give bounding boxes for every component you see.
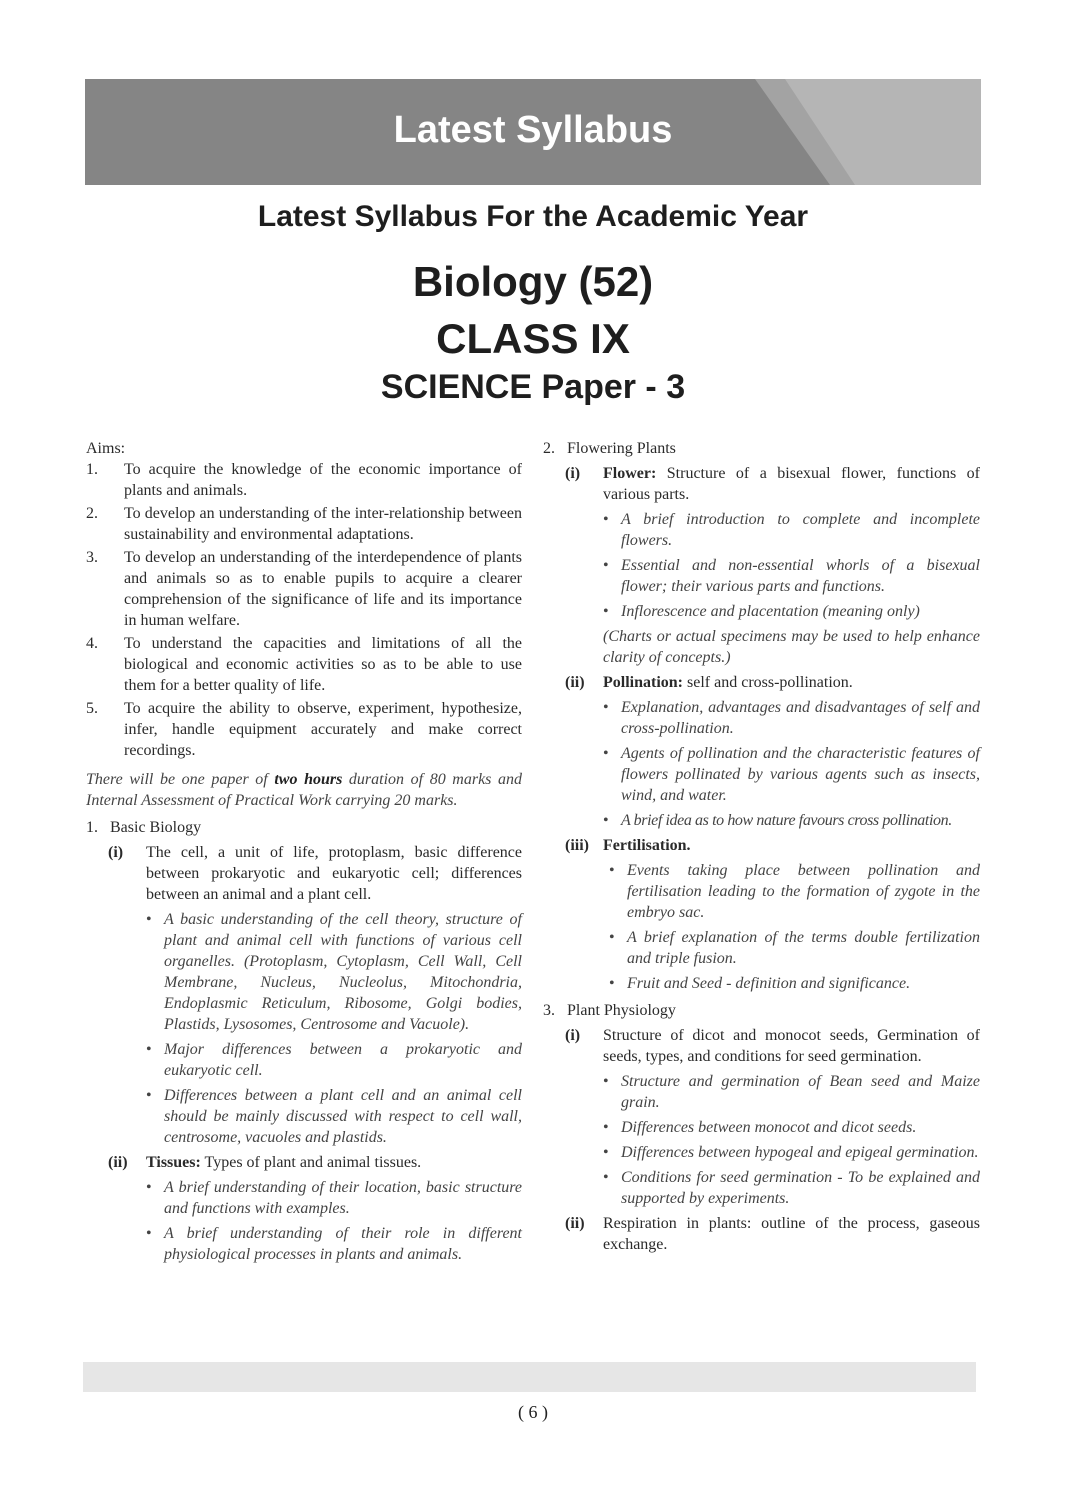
aim-item <box>86 698 522 761</box>
bullet-text: Explanation, advantages and disadvantages of self and cross-pollination. <box>621 699 980 737</box>
bullet-icon: • <box>146 911 152 928</box>
exam-note-before: There will be one paper of <box>86 771 275 788</box>
subsection <box>565 672 980 693</box>
section-title: Plant Physiology <box>567 1002 676 1019</box>
bullet-list <box>108 1177 522 1265</box>
section-title: Basic Biology <box>110 819 202 836</box>
aim-text: To understand the capacities and limitations of all the biological and economic activities so as to be able to use them for a better quality of life. <box>124 635 522 694</box>
aim-text: To develop an understanding of the interdependence of plants and animals so as to enable pupils to acquire a clearer comprehension of the significance of life and its importance in human welfare. <box>124 549 522 629</box>
aim-item <box>86 459 522 501</box>
aim-item <box>86 503 522 545</box>
list-item <box>146 1085 522 1148</box>
aim-item <box>86 547 522 631</box>
list-item <box>603 1167 980 1209</box>
aim-text: To acquire the knowledge of the economic importance of plants and animals. <box>124 461 522 499</box>
bullet-text: Structure and germination of Bean seed and Maize grain. <box>621 1073 980 1111</box>
list-item <box>603 601 980 622</box>
list-item <box>146 1177 522 1219</box>
academic-year-heading: Latest Syllabus For the Academic Year <box>257 200 809 233</box>
subsection <box>108 842 522 905</box>
bullet-icon: • <box>603 511 609 528</box>
subsection-text: Respiration in plants: outline of the process, gaseous exchange. <box>603 1215 980 1253</box>
bullet-text: A brief understanding of their location, basic structure and functions with examples. <box>164 1179 522 1217</box>
list-item <box>146 909 522 1035</box>
bullet-text: Agents of pollination and the characteristic features of flowers pollinated by various agents such as insects, wind, and water. <box>621 745 980 804</box>
bullet-text: Fruit and Seed - definition and significance. <box>627 975 911 992</box>
aim-number: 2. <box>86 505 98 522</box>
section-number: 2. <box>543 440 555 457</box>
section-heading <box>86 817 522 838</box>
list-item <box>603 509 980 551</box>
bullet-icon: • <box>603 1073 609 1090</box>
bullet-text: Differences between monocot and dicot seeds. <box>621 1119 917 1136</box>
bullet-icon: • <box>146 1087 152 1104</box>
paper-title: SCIENCE Paper - 3 <box>380 368 686 406</box>
aim-number: 5. <box>86 700 98 717</box>
bullet-text: Events taking place between pollination and fertilisation leading to the formation of zygote in the embryo sac. <box>627 862 980 921</box>
bullet-icon: • <box>146 1179 152 1196</box>
bullet-icon: • <box>609 975 615 992</box>
exam-note <box>86 769 522 811</box>
aim-number: 3. <box>86 549 98 566</box>
section-heading <box>543 1000 980 1021</box>
bullet-icon: • <box>603 699 609 716</box>
specimen-note: (Charts or actual specimens may be used to help enhance clarity of concepts.) <box>603 628 980 666</box>
subsection-number: (ii) <box>565 1215 585 1232</box>
bullet-list <box>565 1071 980 1209</box>
subsection-text <box>603 672 980 693</box>
bullet-text: Essential and non-essential whorls of a bisexual flower; their various parts and functions. <box>621 557 980 595</box>
bullet-text: Major differences between a prokaryotic and eukaryotic cell. <box>164 1041 522 1079</box>
subject-title: Biology (52) <box>412 258 654 305</box>
list-item <box>603 743 980 806</box>
bullet-text: Conditions for seed germination - To be explained and supported by experiments. <box>621 1169 980 1207</box>
section-title: Flowering Plants <box>567 440 676 457</box>
section-number: 3. <box>543 1002 555 1019</box>
subsection-text <box>146 1152 522 1173</box>
subsection-head: Flower: <box>603 465 657 482</box>
bullet-list <box>565 509 980 622</box>
list-item <box>609 860 980 923</box>
bullet-text: A brief understanding of their role in different physiological processes in plants and animals. <box>164 1225 522 1263</box>
class-title: CLASS IX <box>436 315 630 362</box>
subsection-number: (i) <box>565 1027 581 1044</box>
list-item <box>609 973 980 994</box>
list-item <box>603 555 980 597</box>
aims-list <box>86 459 522 761</box>
left-column <box>86 438 522 1269</box>
list-item <box>146 1039 522 1081</box>
bullet-icon: • <box>609 929 615 946</box>
aim-item <box>86 633 522 696</box>
list-item <box>603 810 980 831</box>
bullet-icon: • <box>603 812 609 829</box>
subsection-head: Fertilisation. <box>603 837 691 854</box>
bullet-text: Differences between hypogeal and epigeal germination. <box>621 1144 979 1161</box>
subsection <box>565 463 980 505</box>
bullet-icon: • <box>146 1225 152 1242</box>
subsection-body: self and cross-pollination. <box>683 674 853 691</box>
footer-bar <box>83 1362 976 1392</box>
aim-number: 1. <box>86 461 98 478</box>
aim-text: To develop an understanding of the inter-relationship between sustainability and environmental adaptations. <box>124 505 522 543</box>
aim-text: To acquire the ability to observe, experiment, hypothesize, infer, handle equipment accurately and make correct recordings. <box>124 700 522 759</box>
bullet-icon: • <box>603 1144 609 1161</box>
bullet-text: Inflorescence and placentation (meaning only) <box>621 603 920 620</box>
subsection-number: (iii) <box>565 837 589 854</box>
subsection-number: (ii) <box>108 1154 128 1171</box>
bullet-text: A brief idea as to how nature favours cross pollination. <box>621 812 952 829</box>
aims-title: Aims: <box>86 440 126 457</box>
right-column <box>543 438 980 1255</box>
title-banner <box>85 79 981 185</box>
bullet-icon: • <box>146 1041 152 1058</box>
bullet-text: A brief introduction to complete and incomplete flowers. <box>621 511 980 549</box>
section-heading <box>543 438 980 459</box>
aim-number: 4. <box>86 635 98 652</box>
bullet-icon: • <box>603 603 609 620</box>
subsection <box>565 835 980 856</box>
bullet-list <box>108 909 522 1148</box>
bullet-icon: • <box>603 745 609 762</box>
bullet-list <box>565 697 980 831</box>
subsection-body: Structure of a bisexual flower, functions of various parts. <box>603 465 980 503</box>
bullet-icon: • <box>603 557 609 574</box>
subsection-number: (ii) <box>565 674 585 691</box>
subsection-number: (i) <box>565 465 581 482</box>
subsection <box>565 1025 980 1067</box>
exam-note-after: duration of 80 marks and Internal Assessment of Practical Work carrying 20 marks. <box>86 771 523 809</box>
subsection <box>565 1213 980 1255</box>
list-item <box>603 1071 980 1113</box>
subsection-text <box>603 463 980 505</box>
subsection-text: Structure of dicot and monocot seeds, Germination of seeds, types, and conditions for seed germination. <box>603 1027 980 1065</box>
bullet-icon: • <box>603 1169 609 1186</box>
subsection-text: The cell, a unit of life, protoplasm, basic difference between prokaryotic and eukaryotic cell; differences between an animal and a plant cell. <box>146 844 522 903</box>
banner-title: Latest Syllabus <box>393 109 673 151</box>
list-item <box>146 1223 522 1265</box>
exam-note-duration: two hours <box>274 771 343 788</box>
list-item <box>603 697 980 739</box>
subsection-head: Pollination: <box>603 674 684 691</box>
section-number: 1. <box>86 819 98 836</box>
bullet-icon: • <box>609 862 615 879</box>
subsection-head: Tissues: <box>146 1154 201 1171</box>
list-item <box>603 1142 980 1163</box>
subsection-number: (i) <box>108 844 124 861</box>
bullet-list <box>565 860 980 994</box>
subsection <box>108 1152 522 1173</box>
bullet-text: A brief explanation of the terms double fertilization and triple fusion. <box>627 929 980 967</box>
subsection-body: Types of plant and animal tissues. <box>200 1154 422 1171</box>
list-item <box>603 1117 980 1138</box>
page-number: ( 6 ) <box>518 1402 548 1422</box>
bullet-text: Differences between a plant cell and an animal cell should be mainly discussed with respect to cell wall, centrosome, vacuoles and plastids. <box>164 1087 522 1146</box>
bullet-text: A basic understanding of the cell theory, structure of plant and animal cell with functions of various cell organelles. (Protoplasm, Cytoplasm, Cell Wall, Cell Membrane, Nucleus, Nucleolus, Mitochondria, Endoplasmic Reticulum, Ribosome, Golgi bodies, Plastids, Lysosomes, Centrosome and Vacuole). <box>164 911 522 1033</box>
list-item <box>609 927 980 969</box>
bullet-icon: • <box>603 1119 609 1136</box>
